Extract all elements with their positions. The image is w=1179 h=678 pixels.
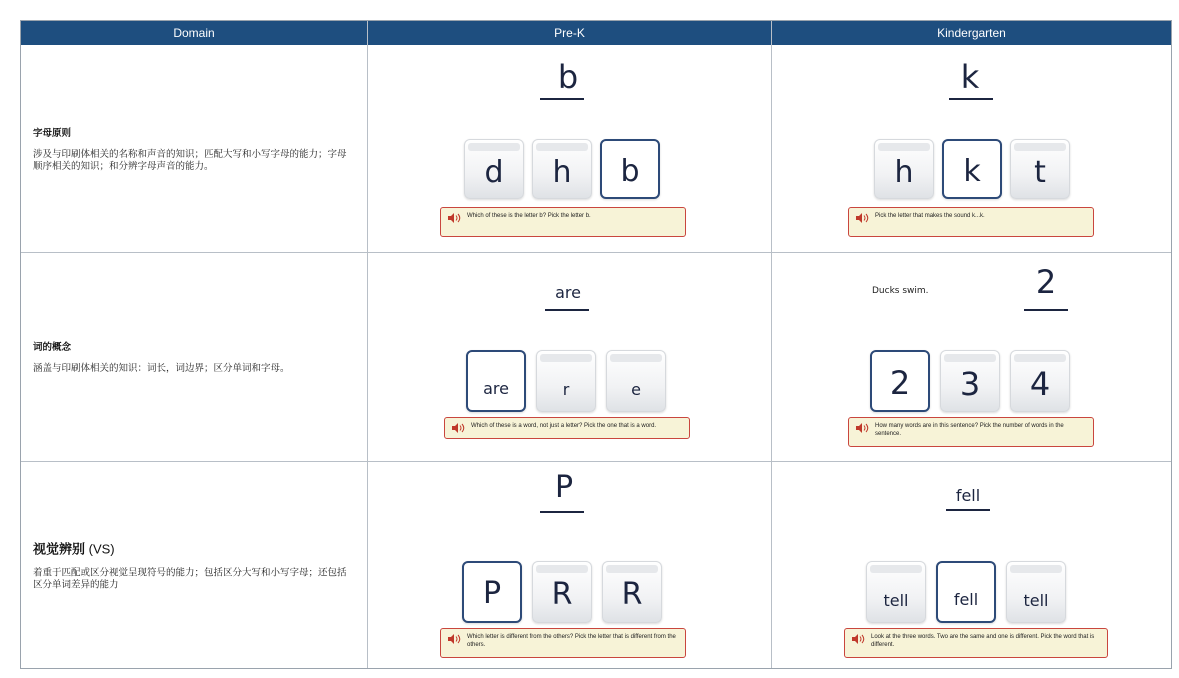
answer-tile-label: 3 [959, 365, 981, 403]
answer-tile[interactable] [1010, 350, 1070, 412]
answer-tile-label: d [484, 155, 504, 190]
answer-tile-label: 2 [889, 364, 911, 402]
speaker-icon[interactable] [447, 213, 461, 223]
prompt-text: Which of these is a word, not just a letter? Pick the one that is a word. [471, 423, 657, 429]
example-prek-row2 [368, 253, 772, 461]
audio-prompt [440, 207, 686, 237]
answer-tile[interactable] [602, 561, 662, 623]
answer-tile-label: h [552, 155, 572, 190]
domain-title: 字母原则 [33, 128, 72, 139]
domain-cell-alphabetic-principle [21, 46, 367, 252]
answer-tile[interactable] [464, 139, 524, 199]
answer-tile-label: b [620, 154, 640, 189]
answer-tile-selected[interactable] [942, 139, 1002, 199]
target-underline [540, 511, 584, 513]
answer-tile[interactable] [532, 139, 592, 199]
answer-tile-label: k [963, 154, 981, 189]
domain-description: 涵盖与印刷体相关的知识：词长，词边界；区分单词和字母。 [33, 363, 290, 374]
domain-cell-concept-of-word [21, 253, 367, 461]
header-domain: Domain [21, 21, 367, 45]
answer-tile-label: P [482, 576, 502, 611]
answer-tile[interactable] [940, 350, 1000, 412]
target-underline [1024, 309, 1068, 311]
answer-tile-label: are [483, 379, 509, 398]
answer-tile-label: r [562, 380, 570, 399]
sentence-text: Ducks swim. [872, 286, 929, 296]
audio-prompt [444, 417, 690, 439]
header-kindergarten: Kindergarten [772, 21, 1171, 45]
target-word: are [555, 283, 581, 302]
target-underline [545, 309, 589, 311]
speaker-icon[interactable] [855, 213, 869, 223]
domain-description: 涉及与印刷体相关的名称和声音的知识；匹配大写和小写字母的能力；字母顺序相关的知识；和分辨字母声音的能力。 [33, 149, 347, 172]
answer-tile-label: t [1034, 155, 1046, 190]
answer-tile[interactable] [874, 139, 934, 199]
prompt-text: How many words are in this sentence? Pick the number of words in the sentence. [875, 423, 1064, 437]
audio-prompt [844, 628, 1108, 658]
domain-description: 着重于匹配或区分视觉呈现符号的能力；包括区分大写和小写字母；还包括区分单词差异的能力 [33, 567, 347, 591]
answer-tile[interactable] [866, 561, 926, 623]
example-kindergarten-row2 [772, 253, 1176, 461]
answer-tile-label: tell [1023, 591, 1049, 610]
prompt-text: Pick the letter that makes the sound k...k. [875, 213, 985, 219]
audio-prompt [848, 417, 1094, 447]
answer-tile-selected[interactable] [462, 561, 522, 623]
prompt-text: Look at the three words. Two are the same and one is different. Pick the word that is different. [871, 634, 1095, 648]
answer-tile[interactable] [1010, 139, 1070, 199]
answer-tile-label: R [621, 577, 643, 612]
answer-tile[interactable] [532, 561, 592, 623]
answer-tile-label: tell [883, 591, 909, 610]
domain-title-text: 视觉辨别 [33, 541, 86, 557]
domain-title [33, 539, 355, 558]
target-word: fell [955, 486, 981, 505]
answer-tile[interactable] [606, 350, 666, 412]
domain-cell-visual-discrimination [21, 462, 367, 668]
prompt-text: Which of these is the letter b? Pick the letter b. [467, 213, 591, 219]
answer-tile[interactable] [536, 350, 596, 412]
domain-title-abbr: (VS) [88, 541, 115, 557]
speaker-icon[interactable] [851, 634, 865, 644]
example-prek-row3 [368, 462, 772, 668]
domain-title: 词的概念 [33, 342, 72, 353]
answer-tile-selected[interactable] [870, 350, 930, 412]
target-letter: k [960, 58, 980, 96]
target-underline [540, 98, 584, 100]
speaker-icon[interactable] [447, 634, 461, 644]
answer-tile-selected[interactable] [936, 561, 996, 623]
answer-tile-selected[interactable] [600, 139, 660, 199]
example-kindergarten-row3 [772, 462, 1176, 668]
answer-tile-label: 4 [1029, 365, 1051, 403]
target-underline [946, 509, 990, 511]
target-number: 2 [1035, 263, 1057, 301]
target-underline [949, 98, 993, 100]
answer-tile-label: h [894, 155, 914, 190]
answer-tile-selected[interactable] [466, 350, 526, 412]
answer-tile-label: R [551, 577, 573, 612]
speaker-icon[interactable] [451, 423, 465, 433]
prompt-text: Which letter is different from the others? Pick the letter that is different from the others. [467, 634, 676, 648]
answer-tile[interactable] [1006, 561, 1066, 623]
example-kindergarten-row1 [772, 46, 1176, 252]
answer-tile-label: e [631, 380, 641, 399]
speaker-icon[interactable] [855, 423, 869, 433]
target-letter: P [554, 470, 574, 505]
target-letter: b [557, 58, 579, 96]
header-prek: Pre-K [368, 21, 771, 45]
audio-prompt [440, 628, 686, 658]
answer-tile-label: fell [953, 590, 979, 609]
example-prek-row1 [368, 46, 772, 252]
comparison-table [20, 20, 1172, 669]
audio-prompt [848, 207, 1094, 237]
